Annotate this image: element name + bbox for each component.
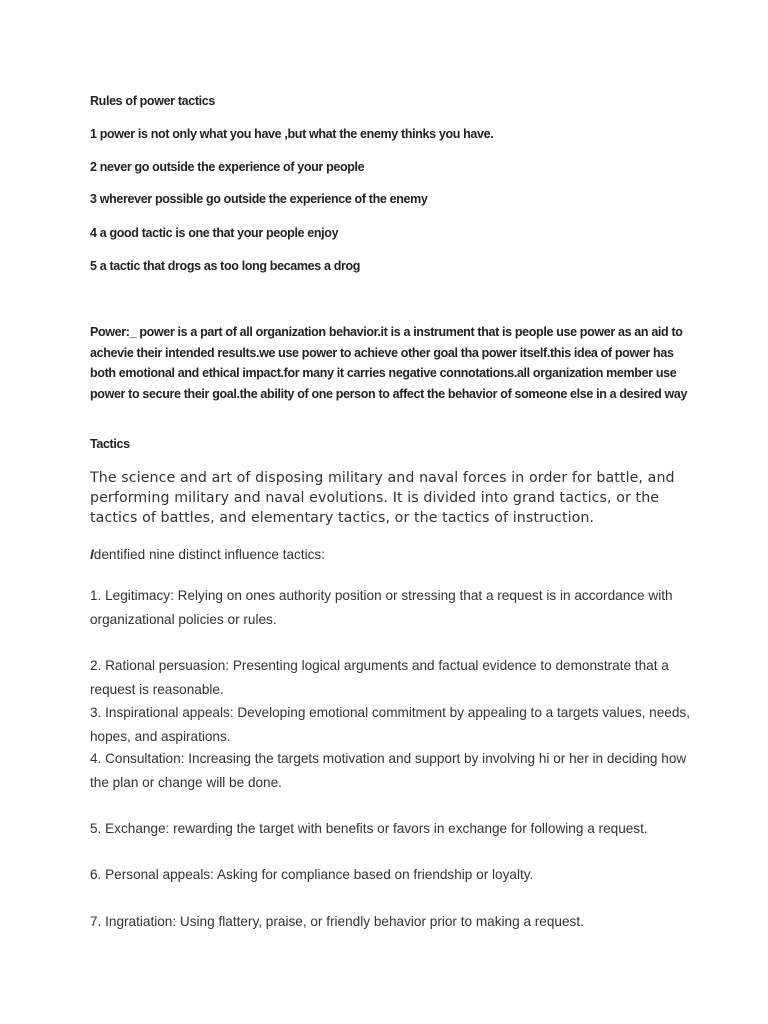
influence-intro bbox=[90, 543, 690, 567]
rule-item-2: 2 never go outside the experience of your people bbox=[90, 160, 365, 174]
tactic-item-2: 2. Rational persuasion: Presenting logical arguments and factual evidence to demonstrate that a request is reasonable. bbox=[90, 658, 669, 697]
power-paragraph bbox=[90, 322, 690, 404]
power-label: Power:_ bbox=[90, 325, 140, 339]
rule-item-3: 3 wherever possible go outside the experience of the enemy bbox=[90, 192, 428, 206]
tactics-heading: Tactics bbox=[90, 437, 130, 451]
tactic-item-1: 1. Legitimacy: Relying on ones authority position or stressing that a request is in accordance with organizational policies or rules. bbox=[90, 588, 673, 627]
rules-heading: Rules of power tactics bbox=[90, 94, 215, 108]
tactic-item-4: 4. Consultation: Increasing the targets motivation and support by involving hi or her in deciding how the plan or change will be done. bbox=[90, 751, 687, 790]
rule-item-4: 4 a good tactic is one that your people enjoy bbox=[90, 226, 339, 240]
rule-item-5: 5 a tactic that drogs as too long becames a drog bbox=[90, 259, 361, 273]
tactics-definition: The science and art of disposing military and naval forces in order for battle, and performing military and naval evolutions. It is divided into grand tactics, or the tactics of battles, and elementary tactics, or the tactics of instruction. bbox=[90, 470, 675, 526]
power-text: power is a part of all organization behavior.it is a instrument that is people use power as an aid to achevie their intended results.we use power to achieve other goal tha power itself.this idea of power has both emotional and ethical impact.for many it carries negative connotations.all organization member use power to secure their goal.the ability of one person to affect the behavior of someone else in a desired way bbox=[90, 325, 688, 401]
tactic-item-3: 3. Inspirational appeals: Developing emotional commitment by appealing to a targets values, needs, hopes, and aspirations. bbox=[90, 705, 690, 744]
tactic-item-5: 5. Exchange: rewarding the target with benefits or favors in exchange for following a request. bbox=[90, 821, 648, 836]
intro-rest: dentified nine distinct influence tactics: bbox=[93, 547, 326, 562]
intro-lead-letter: I bbox=[90, 547, 94, 562]
tactic-item-7: 7. Ingratiation: Using flattery, praise, or friendly behavior prior to making a request. bbox=[90, 914, 584, 929]
tactic-item-6: 6. Personal appeals: Asking for compliance based on friendship or loyalty. bbox=[90, 867, 534, 882]
rule-item-1: 1 power is not only what you have ,but what the enemy thinks you have. bbox=[90, 127, 494, 141]
